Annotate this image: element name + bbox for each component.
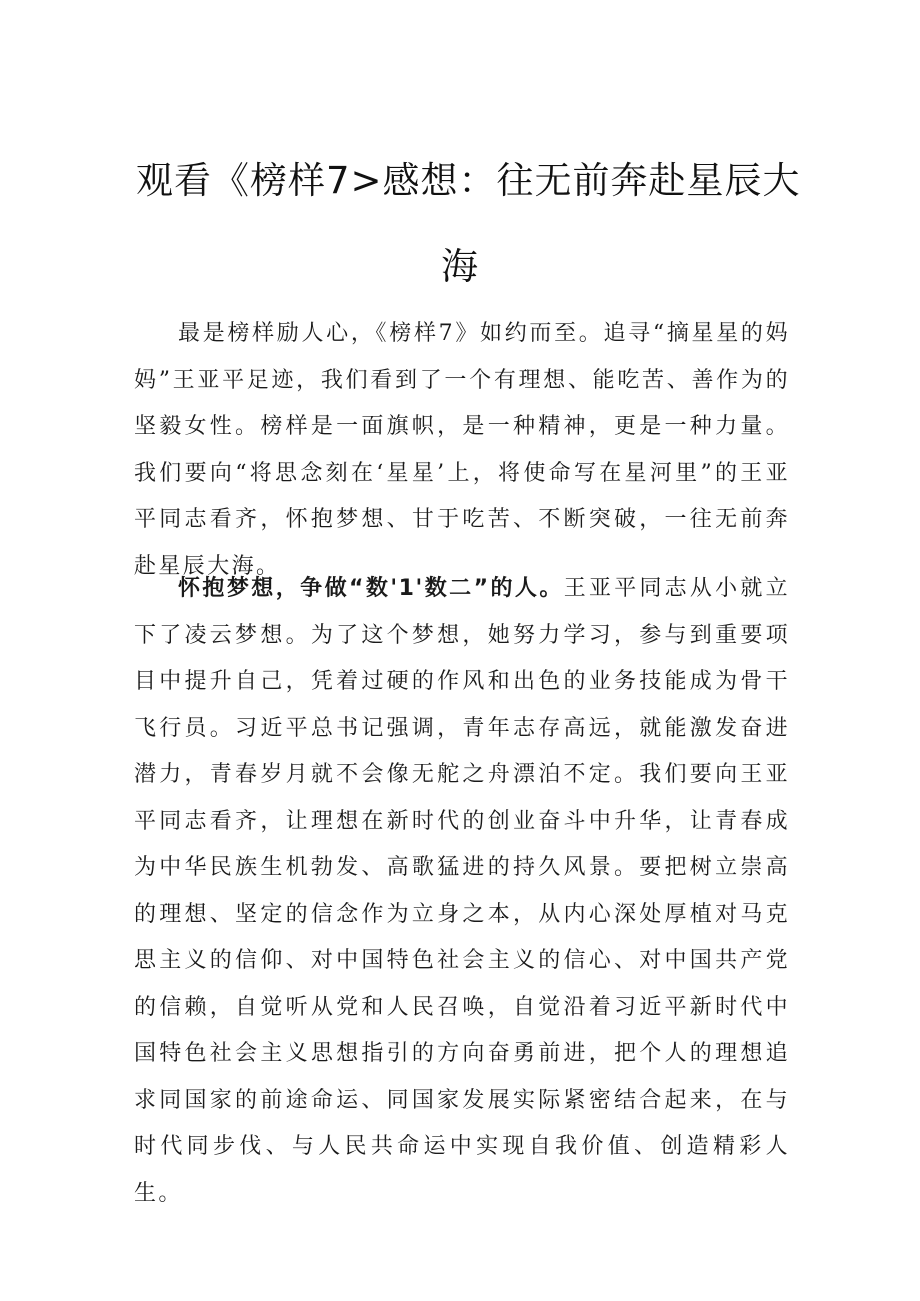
- paragraph-dream-heading: 怀抱梦想，争做“数'1'数二”的人。: [178, 576, 564, 601]
- paragraph-intro-text: 最是榜样励人心，《榜样7》如约而至。追寻“摘星星的妈妈”王亚平足迹，我们看到了一个有理想、能吃苦、善作为的坚毅女性。榜样是一面旗帜，是一种精神，更是一种力量。我们要向“将思念刻在‘星星’上，将使命写在星河里”的王亚平同志看齐，怀抱梦想、甘于吃苦、不断突破，一往无前奔赴星辰大海。: [134, 321, 790, 579]
- paragraph-intro: [134, 311, 790, 590]
- paragraph-dream: [134, 566, 790, 1217]
- document-title-line-2: 海: [441, 245, 479, 288]
- paragraph-dream-text: 王亚平同志从小就立下了凌云梦想。为了这个梦想，她努力学习，参与到重要项目中提升自己，凭着过硬的作风和出色的业务技能成为骨干飞行员。习近平总书记强调，青年志存高远，就能激发奋进潜力，青春岁月就不会像无舵之舟漂泊不定。我们要向王亚平同志看齐，让理想在新时代的创业奋斗中升华，让青春成为中华民族生机勃发、高歌猛进的持久风景。要把树立崇高的理想、坚定的信念作为立身之本，从内心深处厚植对马克思主义的信仰、对中国特色社会主义的信心、对中国共产党的信赖，自觉听从党和人民召唤，自觉沿着习近平新时代中国特色社会主义思想指引的方向奋勇前进，把个人的理想追求同国家的前途命运、同国家发展实际紧密结合起来，在与时代同步伐、与人民共命运中实现自我价值、创造精彩人生。: [134, 576, 790, 1206]
- document-title-line-1: 观看《榜样7>感想：往无前奔赴星辰大: [136, 159, 801, 202]
